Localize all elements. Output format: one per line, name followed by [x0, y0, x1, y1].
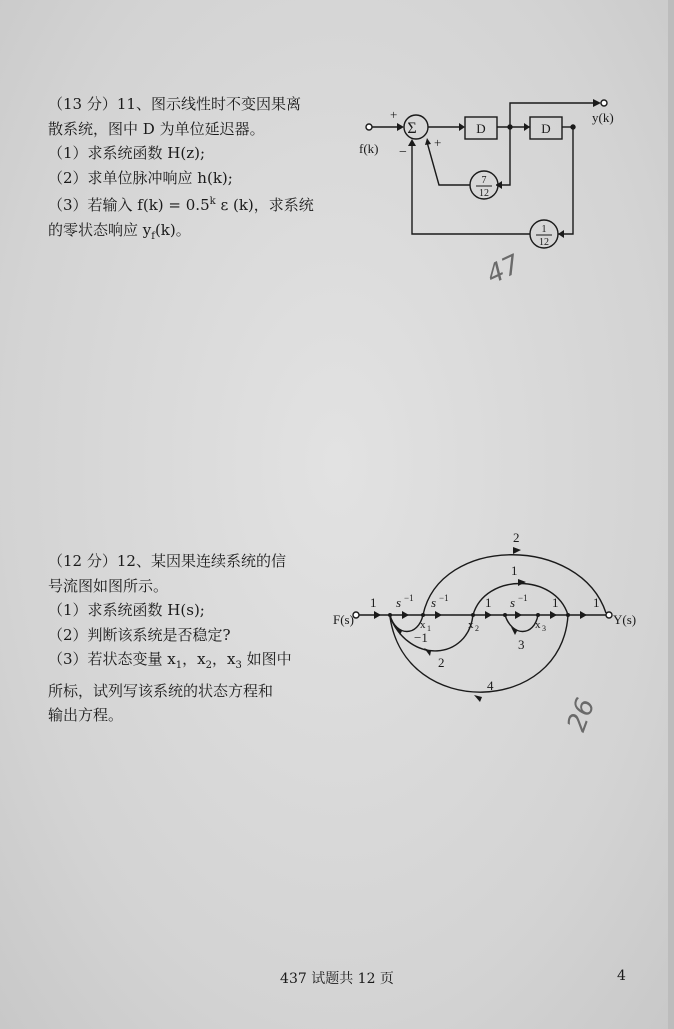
footer-total-pages: 437 试题共 12 页 [280, 971, 394, 987]
x2-sub: 2 [475, 624, 479, 633]
signal-flow-graph [330, 525, 650, 710]
handwritten-mark-1: 47 [482, 249, 525, 291]
q11-item3-pre: （3）若输入 f(k) = 0.5 [48, 196, 210, 214]
input-arrow [397, 123, 404, 131]
q12-item3-post: 如图中 [241, 650, 292, 668]
x1-label: x [420, 619, 426, 631]
feedback-arc-2 [390, 615, 473, 651]
q12-item2: （2）判断该系统是否稳定? [48, 625, 231, 644]
loop-3 [505, 615, 538, 632]
output-label: Y(s) [613, 612, 637, 627]
x3-sub: 3 [542, 624, 546, 633]
q12-item4: 所标，试列写该系统的状态方程和 [48, 681, 274, 700]
question-11 [48, 92, 314, 249]
output-label: y(k) [592, 110, 614, 125]
feedback-1-line [496, 127, 510, 185]
handwritten-mark-2: 26 [561, 694, 602, 736]
input-label: f(k) [359, 141, 379, 156]
q11-item2: （2）求单位脉冲响应 h(k); [48, 168, 233, 187]
s-inv-1-exp: −1 [404, 593, 414, 603]
loop-m1-label: −1 [414, 630, 428, 645]
q11-item4-sub: f [151, 230, 155, 242]
q11-item4-post: (k)。 [154, 220, 191, 239]
q12-item3 [48, 647, 292, 679]
sum-symbol: Σ [407, 120, 417, 137]
q11-line1: （13 分）11、图示线性时不变因果离 [48, 95, 301, 113]
plus-top: + [390, 107, 398, 122]
q12-item3-s2: 2 [205, 660, 212, 671]
s-inv-2: s [431, 595, 437, 610]
q11-line2: 散系统，图中 D 为单位延迟器。 [48, 119, 265, 138]
q11-item4 [48, 218, 314, 250]
arc-top-label: 2 [513, 530, 520, 545]
s-inv-3: s [510, 595, 516, 610]
delay-1-label: D [476, 121, 486, 136]
x3-label: x [535, 619, 541, 631]
loop-3-label: 3 [518, 637, 525, 652]
fb-2-label: 2 [438, 655, 445, 670]
input-node [366, 124, 372, 130]
input-label: F(s) [333, 612, 354, 627]
gain-x3: 1 [552, 595, 559, 610]
plus-inner: + [434, 135, 442, 150]
q11-item4-pre: 的零状态响应 y [48, 220, 152, 239]
output-line [510, 103, 595, 127]
gain-in: 1 [370, 595, 377, 610]
page-number: 4 [617, 968, 626, 984]
gain-out: 1 [593, 595, 600, 610]
x1-sub: 1 [427, 624, 431, 633]
page-edge [668, 0, 674, 1029]
output-node [601, 100, 607, 106]
gain-1-den: 12 [479, 188, 489, 199]
block-diagram [355, 90, 625, 250]
gain-2-den: 12 [539, 237, 549, 248]
s-inv-2-exp: −1 [439, 593, 449, 603]
q11-item3-post: ε (k)，求系统 [215, 196, 314, 214]
arc-mid-label: 1 [511, 563, 518, 578]
question-12 [48, 549, 292, 728]
fb-4-label: 4 [487, 678, 494, 693]
gain-x2: 1 [485, 595, 492, 610]
s-inv-1: s [396, 595, 402, 610]
minus-sign: − [399, 145, 407, 160]
q12-item3-s1: 1 [175, 660, 183, 671]
q12-item3-mid2: ，x [212, 650, 236, 668]
gain-1-num: 7 [481, 175, 487, 186]
q12-line1: （12 分）12、某因果连续系统的信 [48, 552, 286, 570]
x2-label: x [468, 619, 474, 631]
feedback-2-line [558, 127, 573, 234]
q11-item1: （1）求系统函数 H(z); [48, 144, 206, 162]
q12-item3-pre: （3）若状态变量 x [48, 650, 176, 668]
q12-item3-mid1: ，x [182, 650, 206, 668]
q12-item1: （1）求系统函数 H(s); [48, 601, 205, 619]
output-node [606, 612, 612, 618]
q12-line2: 号流图如图所示。 [48, 576, 169, 595]
q11-item3-sup: k [209, 196, 216, 207]
q11-item3 [48, 190, 314, 218]
q12-item3-s3: 3 [235, 660, 242, 671]
q12-item5: 输出方程。 [48, 706, 124, 724]
gain-2-num: 1 [541, 224, 547, 235]
s-inv-3-exp: −1 [518, 593, 528, 603]
delay-2-label: D [541, 121, 551, 136]
